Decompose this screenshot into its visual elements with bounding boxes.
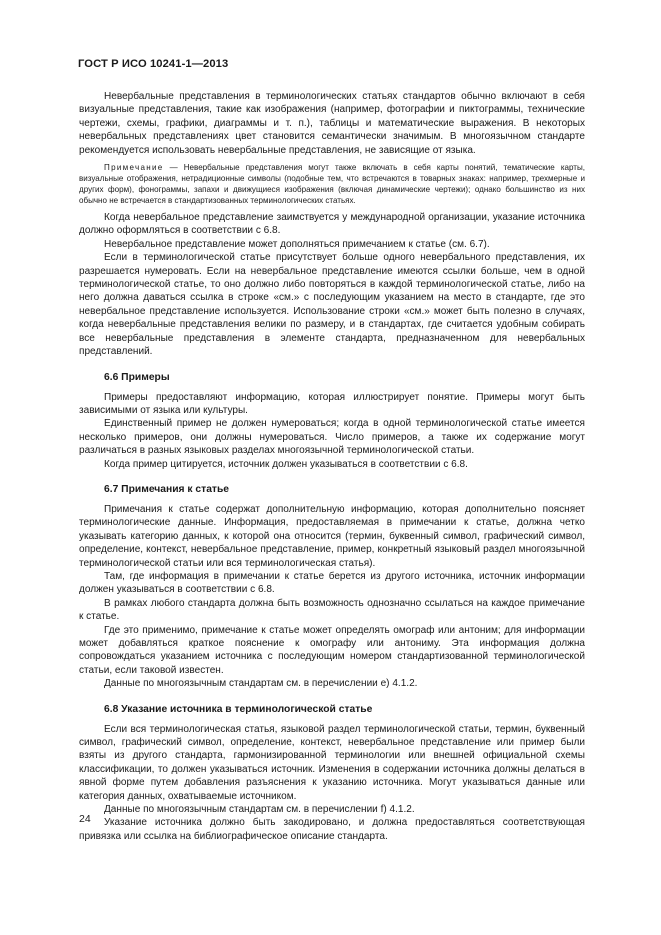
page-number: 24 [79,813,91,825]
section-heading-6-8: 6.8 Указание источника в терминологической статье [104,703,373,715]
paragraph-notes-reference: В рамках любого стандарта должна быть возможность однозначно ссылаться на каждое примечание к статье. [79,597,585,623]
document-header-id: ГОСТ Р ИСО 10241-1—2013 [78,58,229,70]
paragraph-examples-intro: Примеры предоставляют информацию, которая иллюстрирует понятие. Примеры могут быть зависимыми от языка или культуры. [79,391,585,416]
paragraph-source-intro: Если вся терминологическая статья, языковой раздел терминологической статьи, термин, буквенный символ, графический символ, определение, контекст, невербальное представление или пример были взяты из другого стандарта, гармонизированной терминологии или внешней официальной схемы классификации, то должен указываться источник. Изменения в содержании источника должны делаться в явной форме путем добавления разъяснения к указанию источника. Могут указываться данные или категория данных, охватываемые источником. [79,723,585,802]
paragraph-notes-intro: Примечания к статье содержат дополнительную информацию, которая дополнительно поясняет терминологические данные. Информация, предоставляемая в примечании к статье, должна четко указывать категорию данных, к которой она относится (термин, буквенный символ, графический символ, определение, контекст, невербальное представление, пример, конкретный языковый раздел многоязычной терминологической статьи или вся терминологическая статья). [79,503,585,569]
paragraph-notes-multilingual: Данные по многоязычным стандартам см. в перечислении е) 4.1.2. [104,678,418,690]
note-nonverbal [79,162,585,206]
paragraph-notes-homograph: Где это применимо, примечание к статье может определять омограф или антоним; для информации может добавляться краткое пояснение к омографу или антониму. Эта информация должна сопровождаться указанием источника с последующим номером стандартизованной терминологической статьи, если таковой известен. [79,624,585,676]
section-heading-6-6: 6.6 Примеры [104,371,170,383]
paragraph-nonverbal-intro: Невербальные представления в терминологических статьях стандартов обычно включают в себя визуальные представления, такие как изображения (например, фотографии и пиктограммы, технические чертежи, схемы, графики, диаграммы и т. п.), таблицы и математические выражения. В некоторых невербальных представлениях цвет становится семантически значимым. В многоязычном стандарте рекомендуется использовать невербальные представления, не зависящие от языка. [79,91,585,156]
section-heading-6-7: 6.7 Примечания к статье [104,483,230,495]
paragraph-numbering: Если в терминологической статье присутствует больше одного невербального представления, их разрешается нумеровать. Если на невербальное представление имеются ссылки больше, чем в одной терминологической статье, то оно должно либо повторяться в каждой терминологической статье, либо на него должна даваться ссылка в строке «см.» с последующим указанием на место в стандарте, где это невербальное представление используется. Использование строки «см.» может быть полезно в случаях, когда невербальные представления велики по размеру, и в стандартах, где считается удобным собирать все невербальные представления в элементе стандарта, предназначенном для невербальных представлений. [79,252,585,358]
paragraph-notes-source: Там, где информация в примечании к статье берется из другого источника, источник информации должен указываться в соответствии с 6.8. [79,570,585,596]
paragraph-entry-note: Невербальное представление может дополняться примечанием к статье (см. 6.7). [104,238,490,250]
note-text: — Невербальные представления могут также включать в себя карты понятий, тематические карты, визуальные отображения, нетрадиционные символы (подобные тем, что встречаются в товарных знаках: например, трехмерные и других форм), фонограммы, запахи и движущиеся изображения (включая динамические чертежи); однако большинство из них обычно не встречается в стандартизованных терминологических статьях. [79,163,585,206]
paragraph-source-multilingual: Данные по многоязычным стандартам см. в перечислении f) 4.1.2. [104,804,415,816]
paragraph-international-source: Когда невербальное представление заимствуется у международной организации, указание источника должно оформляться в соответствии с 6.8. [79,212,585,237]
note-label: Примечание [104,163,164,173]
paragraph-examples-citation: Когда пример цитируется, источник должен указываться в соответствии с 6.8. [104,458,468,470]
paragraph-examples-numbering: Единственный пример не должен нумероваться; когда в одной терминологической статье имеется несколько примеров, они должны нумероваться. Число примеров, а также их содержание могут различаться в разных языковых разделах многоязычной терминологической статьи. [79,418,585,457]
paragraph-source-encoding: Указание источника должно быть закодировано, и должна предоставляться соответствующая привязка или ссылка на библиографическое описание стандарта. [79,817,585,842]
document-body [79,90,585,843]
